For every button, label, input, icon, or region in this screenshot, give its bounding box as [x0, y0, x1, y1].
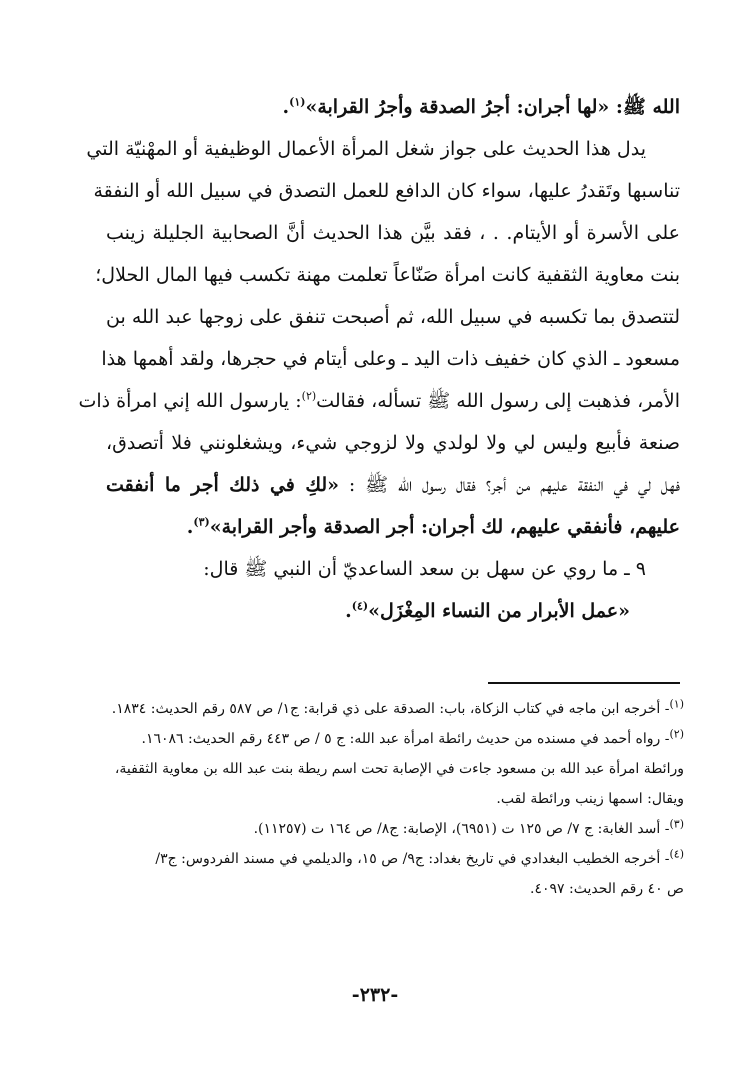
text-line: ٩ ـ ما روي عن سهل بن سعد الساعديّ أن النبي ﷺ قال: [203, 558, 646, 580]
text-line: الأمر، فذهبت إلى رسول الله ﷺ تسأله، فقالت$^{(٢)}$: يارسول الله إني امرأة ذات [78, 389, 680, 412]
footnote: $^{(٤)}$- أخرجه الخطيب البغدادي في تاريخ بغداد: ج٩/ ص ١٥، والديلمي في مسند الفردوس: ج٣/ [155, 847, 684, 867]
page-number: -٢٣٢- [351, 984, 399, 1006]
footnotes [106, 694, 684, 904]
main-text [78, 86, 680, 632]
text-line: مسعود ـ الذي كان خفيف ذات اليد ـ وعلى أيتام في حجرها، ولقد أهمها هذا [101, 348, 680, 370]
footnote-continuation: ويقال: اسمها زينب ورائطة لقب. [496, 791, 684, 807]
footnote-continuation: ص ٤٠ رقم الحديث: ٤٠٩٧. [530, 881, 684, 897]
footnote-ref: (٣) [193, 515, 210, 529]
footnote: $^{(١)}$- أخرجه ابن ماجه في كتاب الزكاة، باب: الصدقة على ذي قرابة: ج١/ ص ٥٨٧ رقم الحديث: ١٨٣٤. [111, 697, 684, 717]
text-line: بنت معاوية الثقفية كانت امرأة صَنّاعاً تعلمت مهنة تكسب فيها المال الحلال؛ [95, 264, 680, 286]
text-line: «عمل الأبرار من النساء المِغْزَل»$^{(٤)}$. [345, 599, 630, 622]
footnote-ref: (٢) [301, 389, 317, 403]
text-line: صنعة فأبيع وليس لي ولا لولدي ولا لزوجي شيء، ويشغلونني فلا أتصدق، [106, 432, 680, 454]
text-line: لتتصدق بما تكسبه في سبيل الله، ثم أصبحت تنفق على زوجها عبد الله بن [106, 306, 680, 328]
footnote-continuation: ورائطة امرأة عبد الله بن مسعود جاءت في الإصابة تحت اسم ريطة بنت عبد الله بن معاوية الثقفية، [114, 761, 684, 777]
footnote-separator [488, 682, 680, 684]
footnote: $^{(٣)}$- أسد الغابة: ج ٧/ ص ١٢٥ ت (٦٩٥١)، الإصابة: ج٨/ ص ١٦٤ ت (١١٢٥٧). [253, 817, 684, 837]
text-line: على الأسرة أو الأيتام. . ، فقد بيَّن هذا الحديث أنَّ الصحابية الجليلة زينب [106, 222, 680, 244]
text-line: يدل هذا الحديث على جواز شغل المرأة الأعمال الوظيفية أو المهْنيّة التي [86, 138, 646, 160]
text-line: فهل لي في النفقة عليهم من أجر؟ فقال رسول الله ﷺ : «لكِ في ذلك أجر ما أنفقت [106, 474, 680, 496]
text-line: عليهم، فأنفقي عليهم، لك أجران: أجر الصدقة وأجر القرابة»$^{(٣)}$. [186, 515, 680, 538]
footnote-ref: (١) [289, 95, 306, 109]
footnote-ref: (٤) [351, 599, 369, 613]
text-line: الله ﷺ: «لها أجران: أجرُ الصدقة وأجرُ القرابة»$^{(١)}$. [282, 95, 680, 118]
text-line: تناسبها وتَقدرُ عليها، سواء كان الدافع للعمل التصدق في سبيل الله أو النفقة [93, 180, 680, 202]
footnote: $^{(٢)}$- رواه أحمد في مسنده من حديث رائطة امرأة عبد الله: ج ٥ / ص ٤٤٣ رقم الحديث: ١٦٠٨٦. [141, 727, 684, 747]
